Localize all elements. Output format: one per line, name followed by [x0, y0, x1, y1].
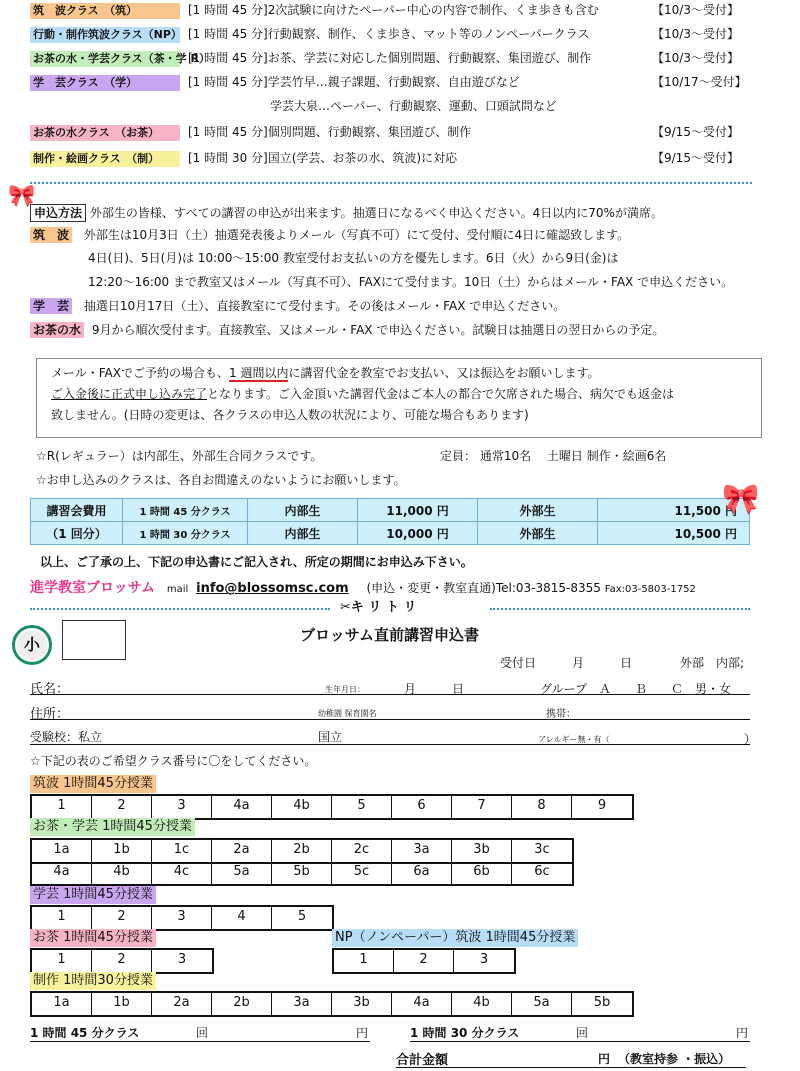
notice-deadline: 1 週間以内 [229, 366, 289, 380]
class-number-cell[interactable]: 2 [92, 950, 152, 972]
class-number-cell[interactable]: 5c [332, 862, 392, 884]
class-number-cell[interactable]: 4b [452, 993, 512, 1015]
application-intro [30, 204, 663, 222]
fee-cell: 外部生 [478, 499, 598, 522]
notice-text: 致しません。(日時の変更は、各クラスの申込人数の状況により、可能な場合もあります) [51, 408, 529, 422]
gakugei-line [30, 298, 565, 314]
fee-cell: 内部生 [248, 499, 358, 522]
cut-label: ✂キ リ ト リ [340, 600, 417, 615]
class-number-cell[interactable]: 1 [334, 950, 394, 972]
class-row [30, 50, 591, 67]
class-row [30, 150, 457, 167]
fax: Fax:03-5803-1752 [604, 584, 696, 595]
class-date: 【9/15～受付】 [652, 125, 739, 139]
fee-cell: 外部生 [478, 522, 598, 545]
contact-note: (申込・変更・教室直通) [366, 581, 496, 595]
ribbon-icon: 🎀 [8, 184, 36, 209]
class-number-cell[interactable]: 5 [332, 796, 392, 818]
dotted-divider [30, 182, 752, 184]
np-grid-label: NP（ノンペーパー）筑波 1時間45分授業 [332, 929, 578, 947]
national-label: 国立 [318, 730, 343, 744]
class-desc: [1 時間 30 分]国立(学芸、お茶の水、筑波)に対応 [188, 151, 458, 165]
class-number-cell[interactable]: 6b [452, 862, 512, 884]
total-45-line[interactable] [30, 1041, 370, 1042]
regular-note: ☆R(レギュラー）は内部生、外部生合同クラスです。 [36, 449, 323, 463]
form-title: ブロッサム直前講習申込書 [300, 626, 479, 644]
class-number-cell[interactable]: 1 [32, 907, 92, 929]
class-number-cell[interactable]: 2a [212, 840, 272, 862]
class-row [30, 74, 520, 91]
class-number-cell[interactable]: 5b [593, 995, 611, 1010]
fee-row [31, 499, 750, 522]
received-date: 受付日 月 日 [500, 656, 633, 670]
class-number-cell[interactable]: 2b [272, 840, 332, 862]
fee-row [31, 522, 750, 545]
mobile-label: 携帯： [546, 709, 576, 720]
np-grid [332, 948, 516, 974]
sum-yen: 円 [598, 1052, 611, 1066]
class-date: 【10/3～受付】 [652, 27, 739, 41]
class-tag: 学 芸クラス （学） [30, 75, 180, 91]
class-number-cell[interactable]: 5 [297, 909, 307, 924]
class-desc: [1 時間 45 分]2次試験に向けたペーパー中心の内容で制作、くま歩きも含む [188, 3, 599, 17]
sum-line[interactable] [396, 1067, 746, 1068]
class-number-cell[interactable]: 1 [32, 950, 92, 972]
ocha-gaku-grid-row1 [30, 838, 574, 864]
class-date: 【9/15～受付】 [652, 151, 739, 165]
class-number-cell[interactable]: 2c [332, 840, 392, 862]
class-number-cell[interactable]: 4a [392, 993, 452, 1015]
class-tag: お茶の水クラス （お茶） [30, 125, 180, 141]
gakugei-grid-label: 学芸 1時間45分授業 [30, 886, 156, 904]
class-number-cell[interactable]: 1c [152, 840, 212, 862]
class-number-cell[interactable]: 2b [212, 993, 272, 1015]
class-number-cell[interactable]: 4 [212, 907, 272, 929]
ochanomizu-tag: お茶の水 [30, 322, 84, 338]
class-number-cell[interactable]: 3 [479, 952, 489, 967]
group-select[interactable]: グループ Ａ Ｂ Ｃ 男・女 [540, 682, 732, 696]
address-label: 住所： [30, 707, 70, 722]
tsukuba-grid [30, 794, 634, 820]
class-number-cell[interactable]: 1a [32, 840, 92, 862]
ocha-grid-label: お茶 1時間45分授業 [30, 929, 156, 947]
capacity-note: 定員： 通常10名 土曜日 制作・絵画6名 [440, 449, 667, 463]
gakugei-grid [30, 905, 334, 931]
school-label: 受験校：私立 [30, 730, 103, 744]
student-number-box[interactable] [62, 620, 126, 660]
grade-label: 小 [17, 630, 47, 660]
instruction-text: ☆下記の表のご希望クラス番号に〇をしてください。 [30, 754, 317, 768]
student-type: 外部 内部; [680, 656, 745, 670]
class-number-cell[interactable]: 2 [92, 907, 152, 929]
application-heading: 申込方法 [30, 204, 86, 222]
class-number-cell[interactable]: 5a [212, 862, 272, 884]
class-number-cell[interactable]: 3b [452, 840, 512, 862]
notice-text: メール・FAXでご予約の場合も、 [51, 366, 229, 380]
class-number-cell[interactable]: 6 [392, 796, 452, 818]
gakugei-tag: 学 芸 [30, 298, 72, 314]
class-desc: [1 時間 45 分]お茶、学芸に対応した個別問題、行動観察、集団遊び、制作 [188, 51, 592, 65]
class-row [270, 98, 557, 114]
fee-cell: 1 時間 30 分クラス [123, 522, 248, 545]
mail-label: mail [166, 584, 189, 595]
class-number-cell[interactable]: 4c [152, 862, 212, 884]
class-number-cell[interactable]: 5a [512, 993, 572, 1015]
address-line[interactable] [30, 719, 750, 720]
allergy-label: アレルギー無・有（ [538, 735, 610, 744]
class-number-cell[interactable]: 3c [534, 842, 550, 857]
class-number-cell[interactable]: 5b [272, 862, 332, 884]
tsukuba-text-2: 4日(日)、5日(月)は 10:00～15:00 教室受付お支払いの方を優先します。6日（火）から9日(金)は [88, 251, 619, 265]
kinder-label: 幼稚園 保育園名 [318, 709, 377, 718]
school-line[interactable] [30, 744, 750, 745]
fee-cell: 11,500 円 [598, 499, 750, 522]
notice-text: となります。ご入金頂いた講習代金はご本人の都合で欠席された場合、病欠でも返金は [207, 387, 675, 401]
dotted-cut-line [30, 608, 330, 610]
ocha-gaku-grid-label: お茶・学芸 1時間45分授業 [30, 818, 195, 836]
fee-cell: 1 時間 45 分クラス [123, 499, 248, 522]
class-row [30, 124, 471, 141]
class-tag: 制作・絵画クラス （制） [30, 151, 180, 167]
class-number-cell[interactable]: 3 [152, 907, 212, 929]
tsukuba-text-1: 外部生は10月3日（土）抽選発表後よりメール（写真不可）にて受付、受付順に4日に確認致します。 [83, 228, 630, 242]
fee-cell: 講習会費用 [31, 499, 123, 522]
tsukuba-grid-label: 筑波 1時間45分授業 [30, 775, 156, 793]
class-number-cell[interactable]: 3 [152, 796, 212, 818]
class-tag: 行動・制作筑波クラス（NP） [30, 27, 180, 43]
class-date: 【10/3～受付】 [652, 51, 739, 65]
birth-label: 生年月日： [325, 685, 365, 694]
dotted-cut-line [490, 608, 750, 610]
class-number-cell[interactable]: 2a [152, 993, 212, 1015]
class-tag: 筑 波クラス （筑） [30, 3, 180, 19]
fee-cell: 10,000 円 [358, 522, 478, 545]
fee-cell: 10,500 円 [598, 522, 750, 545]
sum-note: （教室持参 ・振込） [618, 1052, 731, 1066]
ochanomizu-line [30, 322, 664, 338]
total-30-line[interactable] [410, 1041, 750, 1042]
birth-day: 日 [452, 682, 465, 696]
class-tag: お茶の水・学芸クラス（茶・学 R） [30, 51, 180, 67]
tsukuba-line-1 [30, 227, 629, 243]
total-45-label: 1 時間 45 分クラス [30, 1026, 140, 1040]
class-number-cell[interactable]: 1b [92, 840, 152, 862]
fee-table [30, 498, 750, 545]
name-label: 氏名： [30, 682, 70, 697]
check-note: ☆お申し込みのクラスは、各自お間違えのないようにお願いします。 [36, 473, 406, 487]
class-number-cell[interactable]: 3a [272, 993, 332, 1015]
email-link[interactable]: info@blossomsc.com [196, 581, 349, 596]
class-desc: [1 時間 45 分]行動観察、制作、くま歩き、マット等のノンペーパークラス [188, 27, 590, 41]
gakugei-text: 抽選日10月17日（土）、直接教室にて受付ます。その後はメール・FAX で申込ください。 [83, 299, 566, 313]
tsukuba-tag: 筑 波 [30, 227, 72, 243]
sum-label: 合計金額 [396, 1053, 449, 1068]
brand-name: 進学教室ブロッサム [30, 580, 156, 596]
class-desc: [1 時間 45 分]学芸竹早…親子課題、行動観察、自由遊びなど [188, 75, 520, 89]
times-label: 回 [196, 1026, 209, 1040]
class-number-cell[interactable]: 3a [392, 840, 452, 862]
fee-cell: 11,000 円 [358, 499, 478, 522]
class-desc: 学芸大泉…ペーパー、行動観察、運動、口頭試問など [270, 99, 557, 113]
class-number-cell[interactable]: 7 [452, 796, 512, 818]
application-intro-text: 外部生の皆様、すべての講習の申込が出来ます。抽選日になるべく申込ください。4日以内に70%が満席。 [89, 206, 663, 220]
class-number-cell[interactable]: 4b [92, 862, 152, 884]
class-number-cell[interactable]: 3b [332, 993, 392, 1015]
ocha-gaku-grid-row2 [30, 862, 574, 886]
class-number-cell[interactable]: 6a [392, 862, 452, 884]
notice-complete: ご入金後に正式申し込み完了 [51, 387, 208, 401]
tsukuba-text-3: 12:20～16:00 まで教室又はメール（写真不可）、FAXにて受付ます。10日（土）からはメール・FAX で申込ください。 [88, 275, 734, 289]
class-number-cell[interactable]: 1b [92, 993, 152, 1015]
class-number-cell[interactable]: 4a [32, 862, 92, 884]
class-number-cell[interactable]: 2 [394, 950, 454, 972]
yen-label: 円 [356, 1026, 369, 1040]
class-number-cell[interactable]: 6c [534, 864, 550, 879]
allergy-end: ） [744, 732, 757, 746]
grade-circle [12, 625, 52, 665]
class-number-cell[interactable]: 2 [92, 796, 152, 818]
fee-cell: （1 回分） [31, 522, 123, 545]
class-date: 【10/17～受付】 [652, 75, 747, 89]
ribbon-icon: 🎀 [722, 482, 760, 517]
ochanomizu-text: 9月から順次受付ます。直接教室、又はメール・FAX で申込ください。試験日は抽選日の翌日からの予定。 [91, 323, 665, 337]
class-number-cell[interactable]: 1a [32, 993, 92, 1015]
class-desc: [1 時間 45 分]個別問題、行動観察、集団遊び、制作 [188, 125, 472, 139]
birth-month: 月 [404, 682, 417, 696]
tel: Tel:03-3815-8355 [495, 581, 601, 595]
fee-cell: 内部生 [248, 522, 358, 545]
seisaku-grid [30, 991, 634, 1017]
class-number-cell[interactable]: 3 [177, 952, 187, 967]
seisaku-grid-label: 制作 1時間30分授業 [30, 972, 156, 990]
class-number-cell[interactable]: 1 [32, 796, 92, 818]
class-date: 【10/3～受付】 [652, 3, 739, 17]
class-row [30, 2, 599, 19]
contact-line [30, 580, 696, 598]
yen-label: 円 [736, 1026, 749, 1040]
closing-text: 以上、ご了承の上、下記の申込書にご記入され、所定の期間にお申込み下さい。 [40, 555, 473, 569]
class-row [30, 26, 589, 43]
class-number-cell[interactable]: 4b [272, 796, 332, 818]
class-number-cell[interactable]: 8 [512, 796, 572, 818]
payment-notice [36, 358, 762, 438]
ocha-grid [30, 948, 214, 974]
class-number-cell[interactable]: 4a [212, 796, 272, 818]
times-label: 回 [576, 1026, 589, 1040]
class-number-cell[interactable]: 9 [597, 798, 607, 813]
total-30-label: 1 時間 30 分クラス [410, 1026, 520, 1040]
notice-text: に講習代金を教室でお支払い、又は振込をお願いします。 [288, 366, 600, 380]
